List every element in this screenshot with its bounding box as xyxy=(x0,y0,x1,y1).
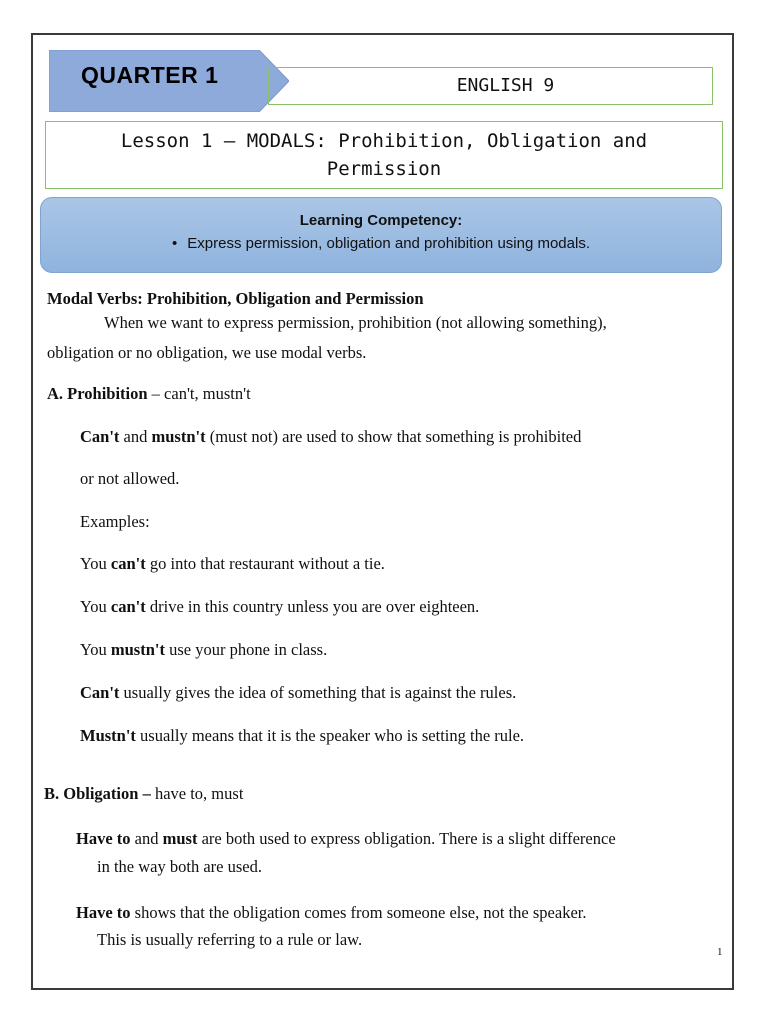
term: Mustn't xyxy=(80,726,136,745)
text-span: You xyxy=(80,597,111,616)
text-span: go into that restaurant without a tie. xyxy=(145,554,385,573)
text-span: use your phone in class. xyxy=(164,640,328,659)
term: can't xyxy=(110,597,146,616)
examples-label: Examples: xyxy=(80,512,150,531)
text-span: and xyxy=(130,829,163,848)
obligation-paragraph2-line1 xyxy=(76,903,586,923)
obligation-paragraph1-line1 xyxy=(76,829,616,849)
note-mustnt xyxy=(80,726,524,746)
text-span: (must not) are used to show that something is prohibited xyxy=(205,427,582,446)
example-3 xyxy=(80,640,327,660)
text-span: usually means that it is the speaker who is setting the rule. xyxy=(135,726,525,745)
intro-heading: Modal Verbs: Prohibition, Obligation and Permission xyxy=(47,289,424,308)
prohibition-paragraph-line1 xyxy=(80,427,581,447)
example-2 xyxy=(80,597,479,617)
example-1 xyxy=(80,554,385,574)
competency-item xyxy=(41,235,721,252)
lesson-title xyxy=(45,121,723,189)
note-cant xyxy=(80,683,516,703)
obligation-paragraph2-line2: This is usually referring to a rule or law. xyxy=(97,930,363,949)
text-span: drive in this country unless you are over eighteen. xyxy=(145,597,480,616)
obligation-heading-bold: B. Obligation – xyxy=(44,784,151,803)
term: Have to xyxy=(76,903,131,922)
term: must xyxy=(162,829,198,848)
page-number: 1 xyxy=(717,946,723,958)
subject-title: ENGLISH 9 xyxy=(268,67,713,105)
lesson-title-line2: Permission xyxy=(326,158,442,180)
competency-item-text: Express permission, obligation and prohibition using modals. xyxy=(187,235,590,252)
quarter-label: QUARTER 1 xyxy=(81,62,219,88)
term-cant: Can't xyxy=(80,427,120,446)
obligation-heading xyxy=(44,784,243,804)
learning-competency-box xyxy=(40,197,722,273)
competency-title: Learning Competency: xyxy=(299,212,463,229)
intro-line2: obligation or no obligation, we use modal verbs. xyxy=(47,343,367,362)
intro-line1: When we want to express permission, prohibition (not allowing something), xyxy=(104,313,607,332)
text-span: and xyxy=(119,427,152,446)
term: Can't xyxy=(80,683,120,702)
obligation-heading-rest: have to, must xyxy=(150,784,244,803)
quarter-tab xyxy=(49,50,289,112)
text-span: usually gives the idea of something that is against the rules. xyxy=(119,683,517,702)
text-span: shows that the obligation comes from someone else, not the speaker. xyxy=(130,903,587,922)
prohibition-heading-bold: A. Prohibition xyxy=(47,384,148,403)
term: can't xyxy=(110,554,146,573)
lesson-title-line1: Lesson 1 – MODALS: Prohibition, Obligation and xyxy=(120,130,648,152)
prohibition-heading xyxy=(47,384,251,404)
prohibition-heading-rest: – can't, mustn't xyxy=(147,384,251,403)
term: Have to xyxy=(76,829,131,848)
prohibition-paragraph-line2: or not allowed. xyxy=(80,469,180,488)
obligation-paragraph1-line2: in the way both are used. xyxy=(97,857,262,876)
term: mustn't xyxy=(110,640,165,659)
text-span: You xyxy=(80,640,111,659)
bullet-icon: • xyxy=(172,235,178,252)
text-span: You xyxy=(80,554,111,573)
text-span: are both used to express obligation. There is a slight difference xyxy=(197,829,616,848)
term-mustnt: mustn't xyxy=(151,427,206,446)
